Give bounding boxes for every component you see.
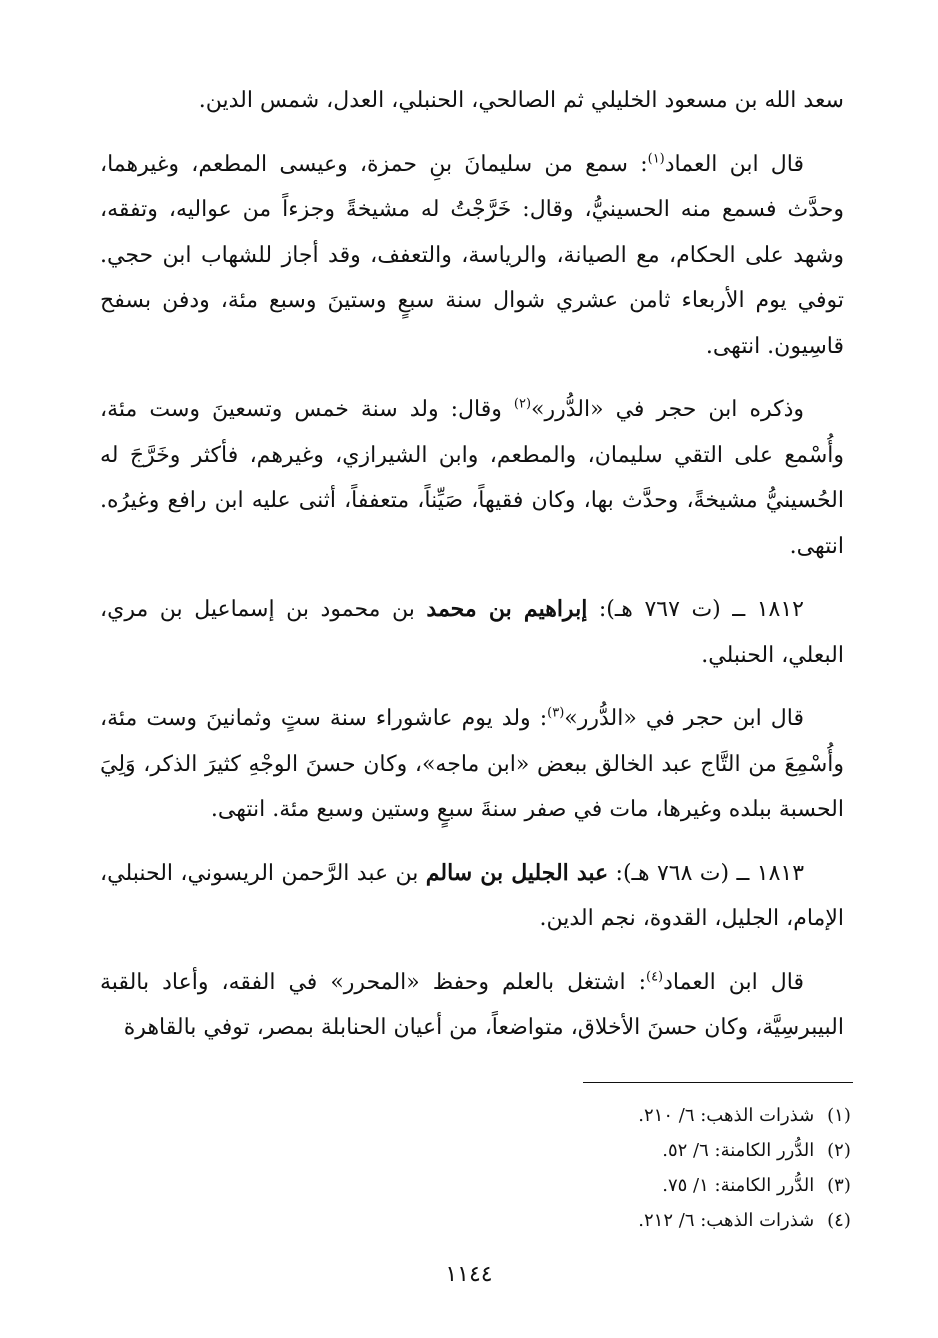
paragraph-text: قال ابن العماد (664, 151, 804, 177)
footnote-1 (498, 1098, 858, 1133)
footnote-4 (498, 1203, 858, 1238)
footnote-number: (٤) (827, 1210, 851, 1231)
footnote-3 (498, 1168, 858, 1203)
paragraph-5 (100, 696, 844, 833)
footnote-number: (١) (827, 1105, 851, 1126)
paragraph-7 (100, 960, 844, 1051)
entry-name: إبراهيم بن محمد (426, 596, 588, 622)
footnote-text: الدُّرر الكامنة: ١/ ٧٥. (662, 1175, 815, 1196)
footnote-text: شذرات الذهب: ٦/ ٢١٢. (638, 1210, 815, 1231)
footnote-number: (٢) (827, 1140, 851, 1161)
paragraph-text: سعد الله بن مسعود الخليلي ثم الصالحي، الحنبلي، العدل، شمس الدين. (198, 88, 844, 113)
page-number: ١١٤٤ (445, 1262, 493, 1287)
paragraph-3 (100, 387, 844, 569)
paragraph-2 (100, 142, 844, 370)
footnote-2 (498, 1133, 858, 1168)
footnote-ref-4[interactable]: (٤) (645, 969, 664, 985)
entry-text: بن عبد الرَّحمن الريسوني، الحنبلي، الإمام، الجليل، القدوة، نجم الدين. (100, 860, 844, 931)
entry-1813 (100, 851, 844, 942)
entry-number: ١٨١٢ ــ (ت ٧٦٧ هـ): (587, 597, 804, 622)
footnote-separator (583, 1082, 853, 1083)
footnote-ref-3[interactable]: (٣) (547, 705, 565, 721)
entry-name: عبد الجليل بن سالم (425, 859, 609, 886)
paragraph-text: : سمع من سليمانَ بنِ حمزة، وعيسى المطعم، وغيرهما، وحدَّث فسمع منه الحسينيُّ، وقال: خَرَّجْتُ له مشيخةً وجزءاً من عواليه، وتفقه، وشهد على الحكام، مع الصيانة، والرياسة، والتعفف، وقد أجاز للشهاب ابن حجي. توفي يوم الأربعاء ثامن عشري شوال سنة سبعٍ وستينَ وسبع مئة، ودفن بسفح قاسِيون. انتهى. (100, 151, 844, 359)
paragraph-text: : اشتغل بالعلم وحفظ «المحرر» في الفقه، وأعاد بالقبة البيبرسِيَّة، وكان حسنَ الأخلاق، متواضعاً، من أعيان الحنابلة بمصر، توفي بالقاهرة (100, 969, 844, 1040)
paragraph-1 (100, 78, 844, 124)
entry-number: ١٨١٣ ــ (ت ٧٦٨ هـ): (608, 860, 805, 886)
footnote-text: الدُّرر الكامنة: ٦/ ٥٢. (662, 1140, 815, 1161)
entry-1812 (100, 587, 844, 678)
footnote-number: (٣) (827, 1175, 851, 1196)
main-text (100, 78, 844, 1069)
footnotes (498, 1098, 858, 1238)
paragraph-text: : ولد يوم عاشوراء سنة ستٍ وثمانينَ وست مئة، وأُسْمِعَ من التَّاج عبد الخالق ببعض «ابن ماجه»، وكان حسنَ الوجْهِ كثيرَ الذكر، وَلِيَ الحسبة ببلده وغيرها، مات في صفر سنةَ سبعٍ وستين وسبع مئة. انتهى. (100, 706, 844, 822)
paragraph-text: قال ابن العماد (663, 969, 804, 995)
footnote-ref-1[interactable]: (١) (647, 151, 665, 167)
footnote-text: شذرات الذهب: ٦/ ٢١٠. (638, 1105, 815, 1126)
paragraph-text: وقال: ولد سنة خمس وتسعينَ وست مئة، وأُسْمع على التقي سليمان، والمطعم، وابن الشيرازي، وغيرهم، فأكثر وخَرَّجَ له الحُسينيُّ مشيخةً، وحدَّث بها، وكان فقيهاً، صَيِّناً، متعففاً، أثنى عليه ابن رافع وغيرُه. انتهى. (100, 397, 844, 559)
entry-text: بن محمود بن إسماعيل بن مري، البعلي، الحنبلي. (100, 597, 844, 668)
footnote-ref-2[interactable]: (٢) (513, 396, 532, 412)
paragraph-text: وذكره ابن حجر في «الدُّرر» (531, 397, 805, 422)
paragraph-text: قال ابن حجر في «الدُّرر» (564, 706, 804, 731)
